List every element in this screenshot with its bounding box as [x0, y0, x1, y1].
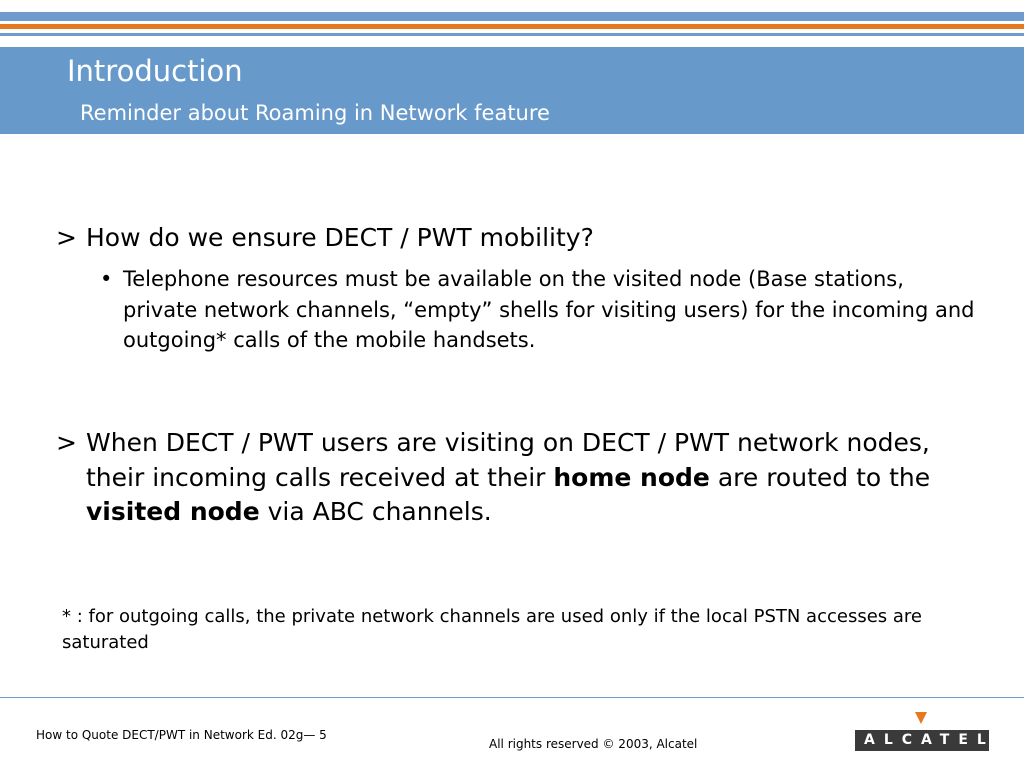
- footnote: * : for outgoing calls, the private network channels are used only if the local PSTN accesses are saturated: [62, 606, 922, 653]
- slide-title: Introduction: [67, 54, 243, 88]
- footer-copyright: All rights reserved © 2003, Alcatel: [489, 737, 698, 751]
- bullet-text: [86, 426, 966, 530]
- bullet-marker: >: [56, 428, 77, 457]
- top-orange-stripe: [0, 24, 1024, 29]
- bullet-marker: •: [100, 267, 113, 291]
- bullet-text-part: via ABC channels.: [259, 497, 492, 526]
- bullet-text: How do we ensure DECT / PWT mobility?: [86, 223, 594, 252]
- sub-bullet-text: Telephone resources must be available on the visited node (Base stations, private network channels, “empty” shells for visiting users) for the incoming and outgoing* calls of the mobile handsets.: [123, 267, 975, 352]
- footer-document-title: How to Quote DECT/PWT in Network Ed. 02g— 5: [36, 728, 327, 742]
- top-thin-blue-stripe: [0, 33, 1024, 36]
- alcatel-logo-wordmark: ALCATEL: [855, 730, 989, 751]
- bold-term-visited-node: visited node: [86, 497, 260, 526]
- footer-divider: [0, 697, 1024, 698]
- alcatel-logo-triangle-icon: [914, 711, 928, 725]
- slide-subtitle: Reminder about Roaming in Network feature: [80, 101, 550, 125]
- bullet-text-part: When DECT / PWT users are visiting on DECT / PWT network nodes, their incoming calls received at their: [86, 428, 930, 492]
- bullet-marker: >: [56, 223, 77, 252]
- bold-term-home-node: home node: [553, 462, 710, 492]
- bullet-text-part: are routed to the: [709, 462, 931, 492]
- alcatel-logo: [855, 711, 995, 751]
- top-blue-stripe: [0, 12, 1024, 21]
